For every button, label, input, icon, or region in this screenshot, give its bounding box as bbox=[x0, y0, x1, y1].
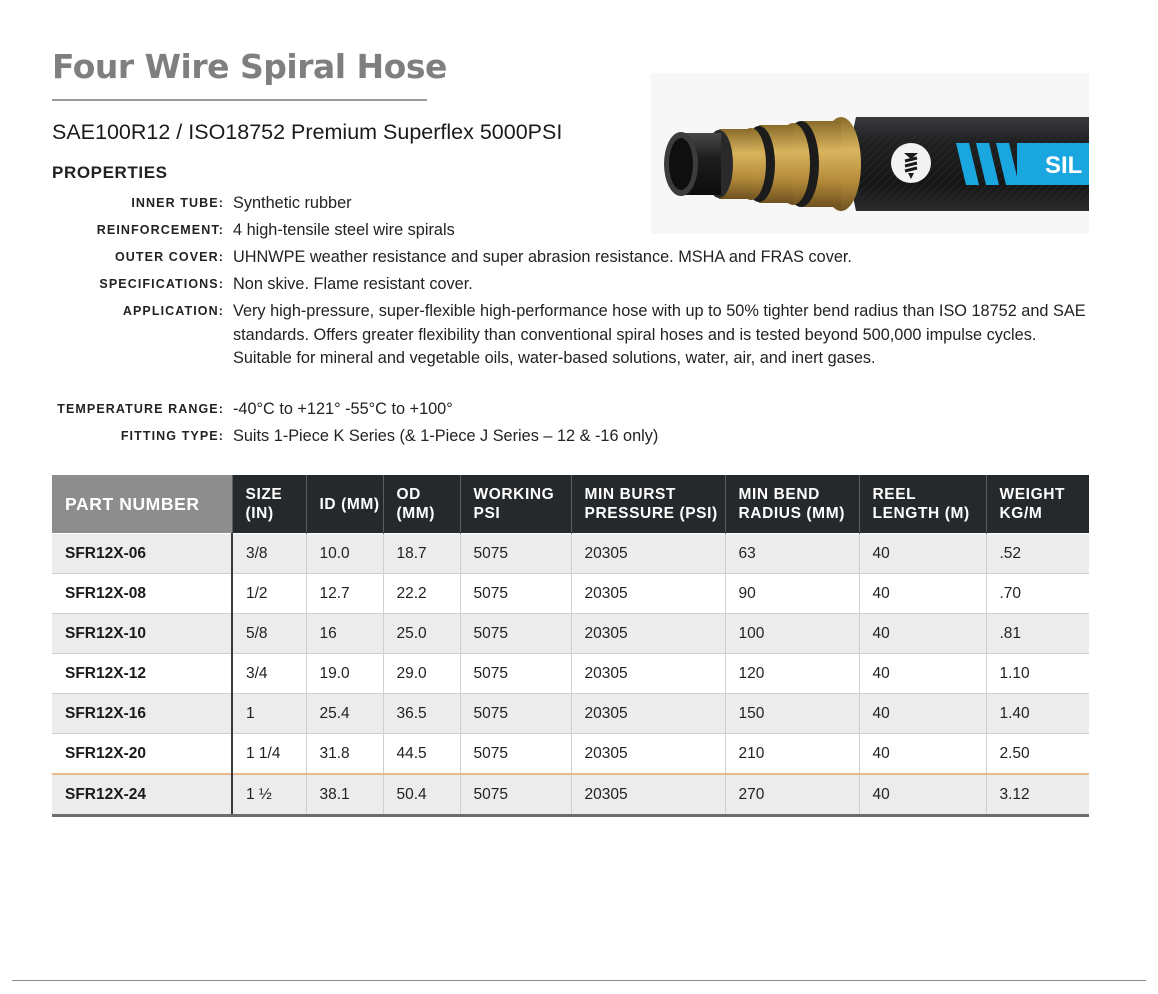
cell-size: 5/8 bbox=[232, 614, 306, 654]
property-label: SPECIFICATIONS: bbox=[99, 277, 224, 291]
cell-part-number: SFR12X-06 bbox=[52, 534, 232, 574]
cell-od: 18.7 bbox=[383, 534, 460, 574]
property-value: Synthetic rubber bbox=[233, 194, 352, 212]
cell-min-burst: 20305 bbox=[571, 534, 725, 574]
cell-working-psi: 5075 bbox=[460, 534, 571, 574]
cell-od: 50.4 bbox=[383, 774, 460, 816]
cell-size: 3/4 bbox=[232, 654, 306, 694]
hose-brand-text: SIL bbox=[1045, 152, 1083, 179]
cell-size: 1 ½ bbox=[232, 774, 306, 816]
cell-part-number: SFR12X-16 bbox=[52, 694, 232, 734]
cell-working-psi: 5075 bbox=[460, 574, 571, 614]
cell-id: 16 bbox=[306, 614, 383, 654]
page-title: Four Wire Spiral Hose bbox=[52, 47, 447, 86]
property-value: Very high-pressure, super-flexible high-performance hose with up to 50% tighter bend radius than ISO 18752 and SAE standards. Offers greater flexibility than conventional spiral hoses and is tested beyond 500,000 impulse cycles. Suitable for mineral and vegetable oils, water-based solutions, water, air, and inert gases. bbox=[233, 302, 1086, 367]
cell-od: 44.5 bbox=[383, 734, 460, 775]
column-header-reel-length: REEL LENGTH (M) bbox=[859, 475, 986, 534]
table-row bbox=[52, 574, 1089, 614]
cell-min-burst: 20305 bbox=[571, 694, 725, 734]
cell-weight: .81 bbox=[986, 614, 1089, 654]
cell-working-psi: 5075 bbox=[460, 694, 571, 734]
property-value: 4 high-tensile steel wire spirals bbox=[233, 221, 455, 239]
cell-size: 1 1/4 bbox=[232, 734, 306, 775]
property-value: Non skive. Flame resistant cover. bbox=[233, 275, 473, 293]
cell-weight: 1.10 bbox=[986, 654, 1089, 694]
cell-weight: 2.50 bbox=[986, 734, 1089, 775]
cell-min-bend: 90 bbox=[725, 574, 859, 614]
cell-min-bend: 100 bbox=[725, 614, 859, 654]
cell-size: 3/8 bbox=[232, 534, 306, 574]
cell-min-bend: 63 bbox=[725, 534, 859, 574]
cell-working-psi: 5075 bbox=[460, 614, 571, 654]
cell-part-number: SFR12X-20 bbox=[52, 734, 232, 775]
cell-part-number: SFR12X-08 bbox=[52, 574, 232, 614]
cell-id: 10.0 bbox=[306, 534, 383, 574]
cell-id: 25.4 bbox=[306, 694, 383, 734]
product-subtitle: SAE100R12 / ISO18752 Premium Superflex 5000PSI bbox=[52, 120, 563, 144]
property-value: Suits 1-Piece K Series (& 1-Piece J Series – 12 & -16 only) bbox=[233, 427, 659, 445]
cell-min-bend: 120 bbox=[725, 654, 859, 694]
cell-weight: .52 bbox=[986, 534, 1089, 574]
table-row bbox=[52, 774, 1089, 816]
column-header-id: ID (MM) bbox=[306, 475, 383, 534]
cell-reel-length: 40 bbox=[859, 774, 986, 816]
property-label: FITTING TYPE: bbox=[120, 429, 224, 443]
cell-min-burst: 20305 bbox=[571, 734, 725, 775]
cell-id: 12.7 bbox=[306, 574, 383, 614]
cell-min-burst: 20305 bbox=[571, 574, 725, 614]
property-label: TEMPERATURE RANGE: bbox=[57, 402, 224, 416]
cell-reel-length: 40 bbox=[859, 654, 986, 694]
property-label: APPLICATION: bbox=[122, 304, 224, 318]
hose-spec-table bbox=[52, 475, 1089, 817]
footer-divider bbox=[12, 980, 1146, 981]
cell-min-bend: 210 bbox=[725, 734, 859, 775]
cell-reel-length: 40 bbox=[859, 534, 986, 574]
cell-size: 1 bbox=[232, 694, 306, 734]
property-value: UHNWPE weather resistance and super abrasion resistance. MSHA and FRAS cover. bbox=[233, 248, 852, 266]
column-header-od: OD (MM) bbox=[383, 475, 460, 534]
title-underline bbox=[52, 99, 427, 101]
cell-working-psi: 5075 bbox=[460, 774, 571, 816]
column-header-working-psi: WORKING PSI bbox=[460, 475, 571, 534]
property-value: -40°C to +121° -55°C to +100° bbox=[233, 400, 453, 418]
table-row bbox=[52, 734, 1089, 775]
column-header-weight: WEIGHT KG/M bbox=[986, 475, 1089, 534]
property-label: INNER TUBE: bbox=[131, 196, 224, 210]
column-header-min-bend: MIN BEND RADIUS (MM) bbox=[725, 475, 859, 534]
table-header-row bbox=[52, 475, 1089, 534]
cell-part-number: SFR12X-24 bbox=[52, 774, 232, 816]
cell-id: 38.1 bbox=[306, 774, 383, 816]
property-label: OUTER COVER: bbox=[114, 250, 224, 264]
cell-reel-length: 40 bbox=[859, 574, 986, 614]
cell-working-psi: 5075 bbox=[460, 654, 571, 694]
table-row bbox=[52, 534, 1089, 574]
cell-reel-length: 40 bbox=[859, 734, 986, 775]
cell-min-bend: 150 bbox=[725, 694, 859, 734]
cell-min-burst: 20305 bbox=[571, 614, 725, 654]
cell-reel-length: 40 bbox=[859, 694, 986, 734]
property-label: REINFORCEMENT: bbox=[96, 223, 224, 237]
cell-reel-length: 40 bbox=[859, 614, 986, 654]
cell-od: 29.0 bbox=[383, 654, 460, 694]
cell-working-psi: 5075 bbox=[460, 734, 571, 775]
column-header-part-number: PART NUMBER bbox=[52, 475, 232, 534]
table-row bbox=[52, 694, 1089, 734]
hose-product-image bbox=[651, 73, 1089, 234]
cell-weight: 1.40 bbox=[986, 694, 1089, 734]
cell-id: 19.0 bbox=[306, 654, 383, 694]
cell-part-number: SFR12X-10 bbox=[52, 614, 232, 654]
cell-part-number: SFR12X-12 bbox=[52, 654, 232, 694]
cell-od: 36.5 bbox=[383, 694, 460, 734]
properties-heading: PROPERTIES bbox=[52, 163, 168, 182]
table-row bbox=[52, 654, 1089, 694]
cell-min-burst: 20305 bbox=[571, 654, 725, 694]
cell-weight: 3.12 bbox=[986, 774, 1089, 816]
column-header-size: SIZE (IN) bbox=[232, 475, 306, 534]
table-row bbox=[52, 614, 1089, 654]
cell-od: 25.0 bbox=[383, 614, 460, 654]
cell-id: 31.8 bbox=[306, 734, 383, 775]
cell-weight: .70 bbox=[986, 574, 1089, 614]
cell-size: 1/2 bbox=[232, 574, 306, 614]
cell-od: 22.2 bbox=[383, 574, 460, 614]
cell-min-burst: 20305 bbox=[571, 774, 725, 816]
cell-min-bend: 270 bbox=[725, 774, 859, 816]
column-header-min-burst: MIN BURST PRESSURE (PSI) bbox=[571, 475, 725, 534]
